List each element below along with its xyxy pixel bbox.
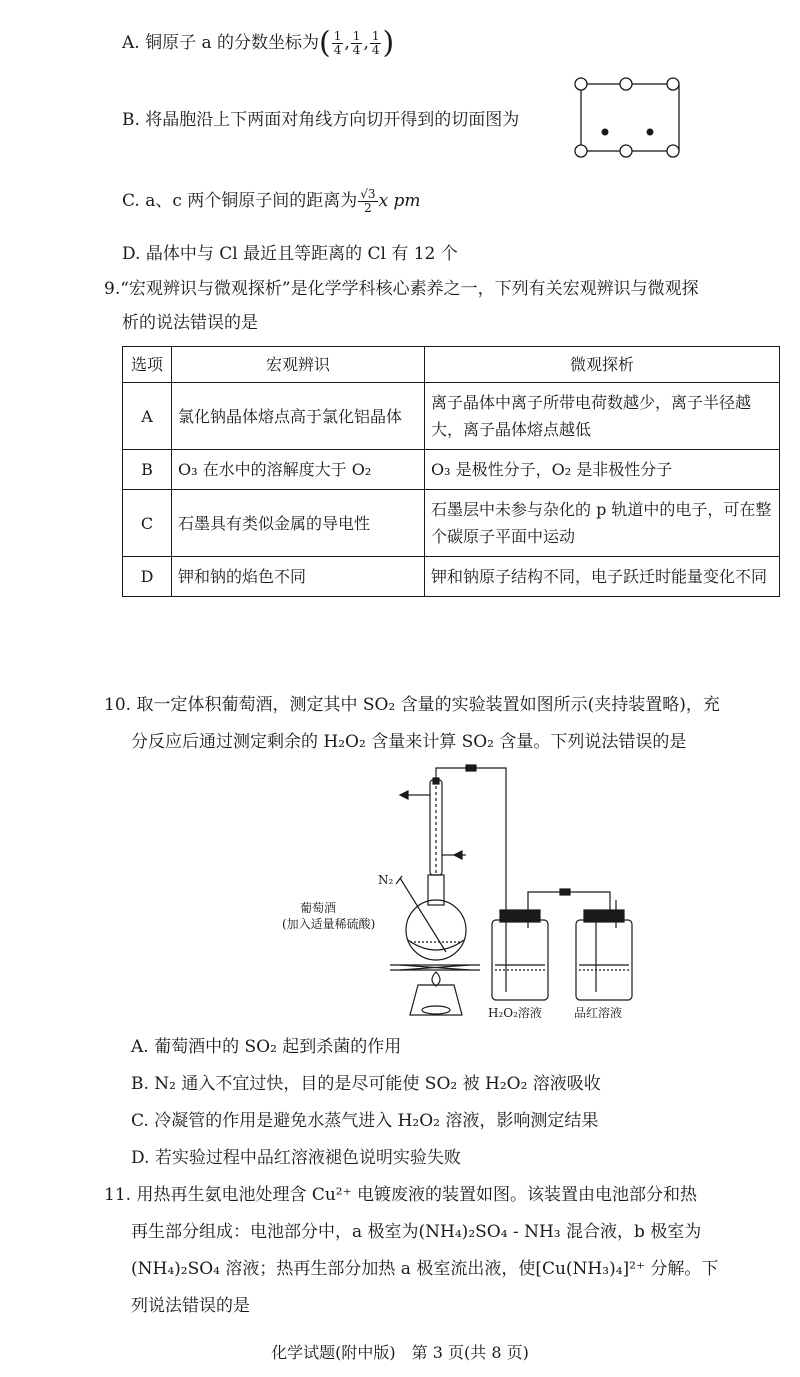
table-row (123, 557, 780, 597)
so2-apparatus-diagram (270, 760, 650, 1025)
q10-option-b: B. N₂ 通入不宜过快，目的是尽可能使 SO₂ 被 H₂O₂ 溶液吸收 (131, 1074, 601, 1094)
table-row (123, 383, 780, 450)
row-micro: 钾和钠原子结构不同，电子跃迁时能量变化不同 (425, 557, 780, 597)
q11-stem-line2: 再生部分组成：电池部分中，a 极室为(NH₄)₂SO₄ - NH₃ 混合液，b 极室为 (131, 1222, 702, 1242)
coord-frac-1: $\frac{1}{4}$ (333, 29, 342, 57)
row-macro: 石墨具有类似金属的导电性 (172, 490, 425, 557)
row-micro: 离子晶体中离子所带电荷数越少，离子半径越大，离子晶体熔点越低 (425, 383, 780, 450)
q8-option-c: C. a、c 两个铜原子间的距离为 $\frac{√3}{2}$ x pm (122, 187, 421, 215)
row-option: B (123, 450, 172, 490)
q8-option-a: A. 铜原子 a 的分数坐标为( $\frac{1}{4}$ , $\frac{1}{4}$ , $\frac{1}{4}$ ) (122, 25, 395, 61)
q10-stem-line1: 10. 取一定体积葡萄酒，测定其中 SO₂ 含量的实验装置如图所示(夹持装置略)，充 (104, 695, 720, 715)
coord-frac-3: $\frac{1}{4}$ (371, 29, 380, 57)
q8-option-a-prefix: A. 铜原子 a 的分数坐标为 (122, 33, 320, 53)
row-macro: 氯化钠晶体熔点高于氯化铝晶体 (172, 383, 425, 450)
q8-option-b: B. 将晶胞沿上下两面对角线方向切开得到的切面图为 (122, 110, 520, 130)
close-paren: ) (382, 25, 395, 61)
header-macro: 宏观辨识 (172, 347, 425, 383)
table-row (123, 450, 780, 490)
row-micro: 石墨层中未参与杂化的 p 轨道中的电子，可在整个碳原子平面中运动 (425, 490, 780, 557)
table-header-row (123, 347, 780, 383)
open-paren: ( (319, 25, 331, 61)
q11-stem-line1: 11. 用热再生氨电池处理含 Cu²⁺ 电镀废液的装置如图。该装置由电池部分和热 (104, 1185, 697, 1205)
q9-stem-line2: 析的说法错误的是 (122, 313, 258, 333)
q11-stem-line4: 列说法错误的是 (131, 1296, 250, 1316)
q10-stem-line2: 分反应后通过测定剩余的 H₂O₂ 含量来计算 SO₂ 含量。下列说法错误的是 (131, 732, 687, 752)
page-footer: 化学试题(附中版) 第 3 页(共 8 页) (271, 1343, 529, 1362)
row-macro: O₃ 在水中的溶解度大于 O₂ (172, 450, 425, 490)
n2-label: N₂ (378, 873, 394, 887)
distance-frac: $\frac{√3}{2}$ (360, 187, 376, 215)
row-option: A (123, 383, 172, 450)
header-option: 选项 (123, 347, 172, 383)
wine-label: 葡萄酒 (300, 901, 337, 915)
row-option: C (123, 490, 172, 557)
q9-stem-line1: 9.“宏观辨识与微观探析”是化学学科核心素养之一，下列有关宏观辨识与微观探 (104, 279, 699, 299)
q10-option-a: A. 葡萄酒中的 SO₂ 起到杀菌的作用 (131, 1037, 402, 1057)
row-micro: O₃ 是极性分子，O₂ 是非极性分子 (425, 450, 780, 490)
h2o2-label: H₂O₂溶液 (488, 1006, 542, 1020)
q9-table (122, 346, 780, 597)
q10-option-c: C. 冷凝管的作用是避免水蒸气进入 H₂O₂ 溶液，影响测定结果 (131, 1111, 599, 1131)
fuchsin-label: 品红溶液 (574, 1006, 623, 1020)
wine-acid-label: (加入适量稀硫酸) (282, 917, 376, 931)
row-macro: 钾和钠的焰色不同 (172, 557, 425, 597)
coord-frac-2: $\frac{1}{4}$ (352, 29, 361, 57)
header-micro: 微观探析 (425, 347, 780, 383)
q8-option-d: D. 晶体中与 Cl 最近且等距离的 Cl 有 12 个 (122, 244, 458, 264)
table-row (123, 490, 780, 557)
q10-option-d: D. 若实验过程中品红溶液褪色说明实验失败 (131, 1148, 461, 1168)
q11-stem-line3: (NH₄)₂SO₄ 溶液；热再生部分加热 a 极室流出液，使[Cu(NH₃)₄]²⁺ 分解。下 (131, 1259, 719, 1279)
cell-cross-section-diagram (570, 74, 690, 164)
row-option: D (123, 557, 172, 597)
